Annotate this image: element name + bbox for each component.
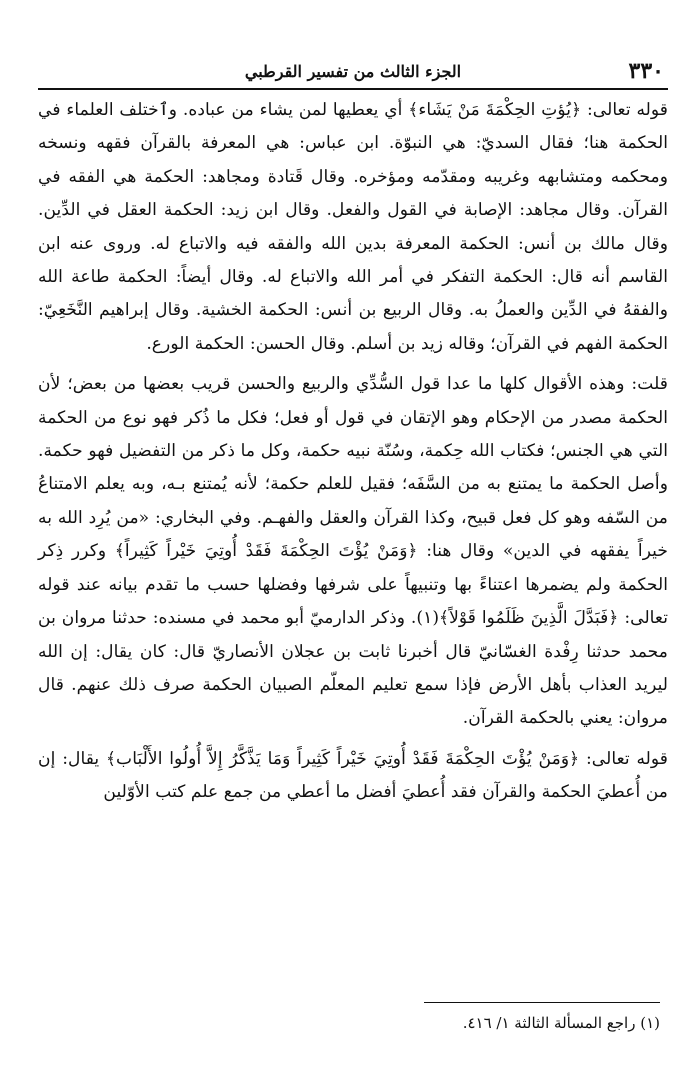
footnote: (١) راجع المسألة الثالثة ١/ ٤١٦. (462, 1014, 660, 1032)
paragraph-1: قوله تعالى: ﴿يُؤتِ الحِكْمَةَ مَنْ يَشَاء﴾ أي يعطيها لمن يشاء من عباده. وٱختلف العلماء في الحكمة هنا؛ فقال السديّ: هي النبوّة. ابن عباس: هي المعرفة بالقرآن فقهه ونسخه ومحكمه ومتشابهه وغريبه ومقدّمه ومؤخره. وقال قَتادة ومجاهد: الحكمة هي الفقه في القرآن. وقال مجاهد: الإصابة في القول والفعل. وقال ابن زيد: الحكمة العقل في الدِّين. وقال مالك بن أنس: الحكمة المعرفة بدين الله والفقه فيه والاتباع له. وروى عنه ابن القاسم أنه قال: الحكمة التفكر في أمر الله والاتباع له. وقال أيضاً: الحكمة طاعة الله والفقهُ في الدِّين والعملُ به. وقال الربيع بن أنس: الحكمة الخشية. وقال إبراهيم النَّخَعِيّ: الحكمة الفهم في القرآن؛ وقاله زيد بن أسلم. وقال الحسن: الحكمة الورع. (38, 100, 668, 354)
page-header (38, 58, 668, 90)
footnote-divider (424, 1002, 660, 1003)
running-title: الجزء الثالث من تفسير القرطبي (244, 62, 462, 81)
paragraph-2: قلت: وهذه الأقوال كلها ما عدا قول السُّدِّي والربيع والحسن قريب بعضها من بعض؛ لأن الحكمة مصدر من الإحكام وهو الإتقان في قول أو فعل؛ فكل ما ذُكر فهو نوع من الحكمة التي هي الجنس؛ فكتاب الله حِكمة، وسُنّة نبيه حكمة، وكل ما ذكر من التفضيل فهو حكمة. وأصل الحكمة ما يمتنع به من السَّفَه؛ فقيل للعلم حكمة؛ لأنه يُمتنع بـه، وبه يعلم الامتناعُ من السّفه وهو كل فعل قبيح، وكذا القرآن والعقل والفهـم. وفي البخاري: «من يُرِد الله به خيراً يفقهه في الدين» وقال هنا: ﴿وَمَنْ يُؤْتَ الحِكْمَةَ فَقَدْ أُوتِيَ خَيْراً كَثِيراً﴾ وكرر ذِكر الحكمة ولم يضمرها اعتناءً بها وتنبيهاً على شرفها وفضلها حسب ما تقدم بيانه عند قوله تعالى: ﴿فَبَدَّلَ الَّذِينَ ظَلَمُوا قَوْلاً﴾(١). وذكر الدارميّ أبو محمد في مسنده: حدثنا مروان بن محمد حدثنا رِفْدة الغسّانيّ قال أخبرنا ثابت بن عجلان الأنصاريّ قال: كان يقال: إن الله ليريد العذاب بأهل الأرض فإذا سمع تعليم المعلّم الصبيان الحكمة صرف ذلك عنهم. قال مروان: يعني بالحكمة القرآن. (38, 374, 668, 729)
main-text (38, 94, 668, 810)
paragraph-3: قوله تعالى: ﴿وَمَنْ يُؤْتَ الحِكْمَةَ فَقَدْ أُوتِيَ خَيْراً كَثِيراً وَمَا يَذَّكَّرُ إِلاَّ أُولُوا الأَلْبَاب﴾ يقال: إن من أُعطيَ الحكمة والقرآن فقد أُعطيَ أفضل ما أعطي من جمع علم كتب الأوّلين (38, 748, 668, 803)
page-number: ٣٣٠ (628, 58, 664, 84)
